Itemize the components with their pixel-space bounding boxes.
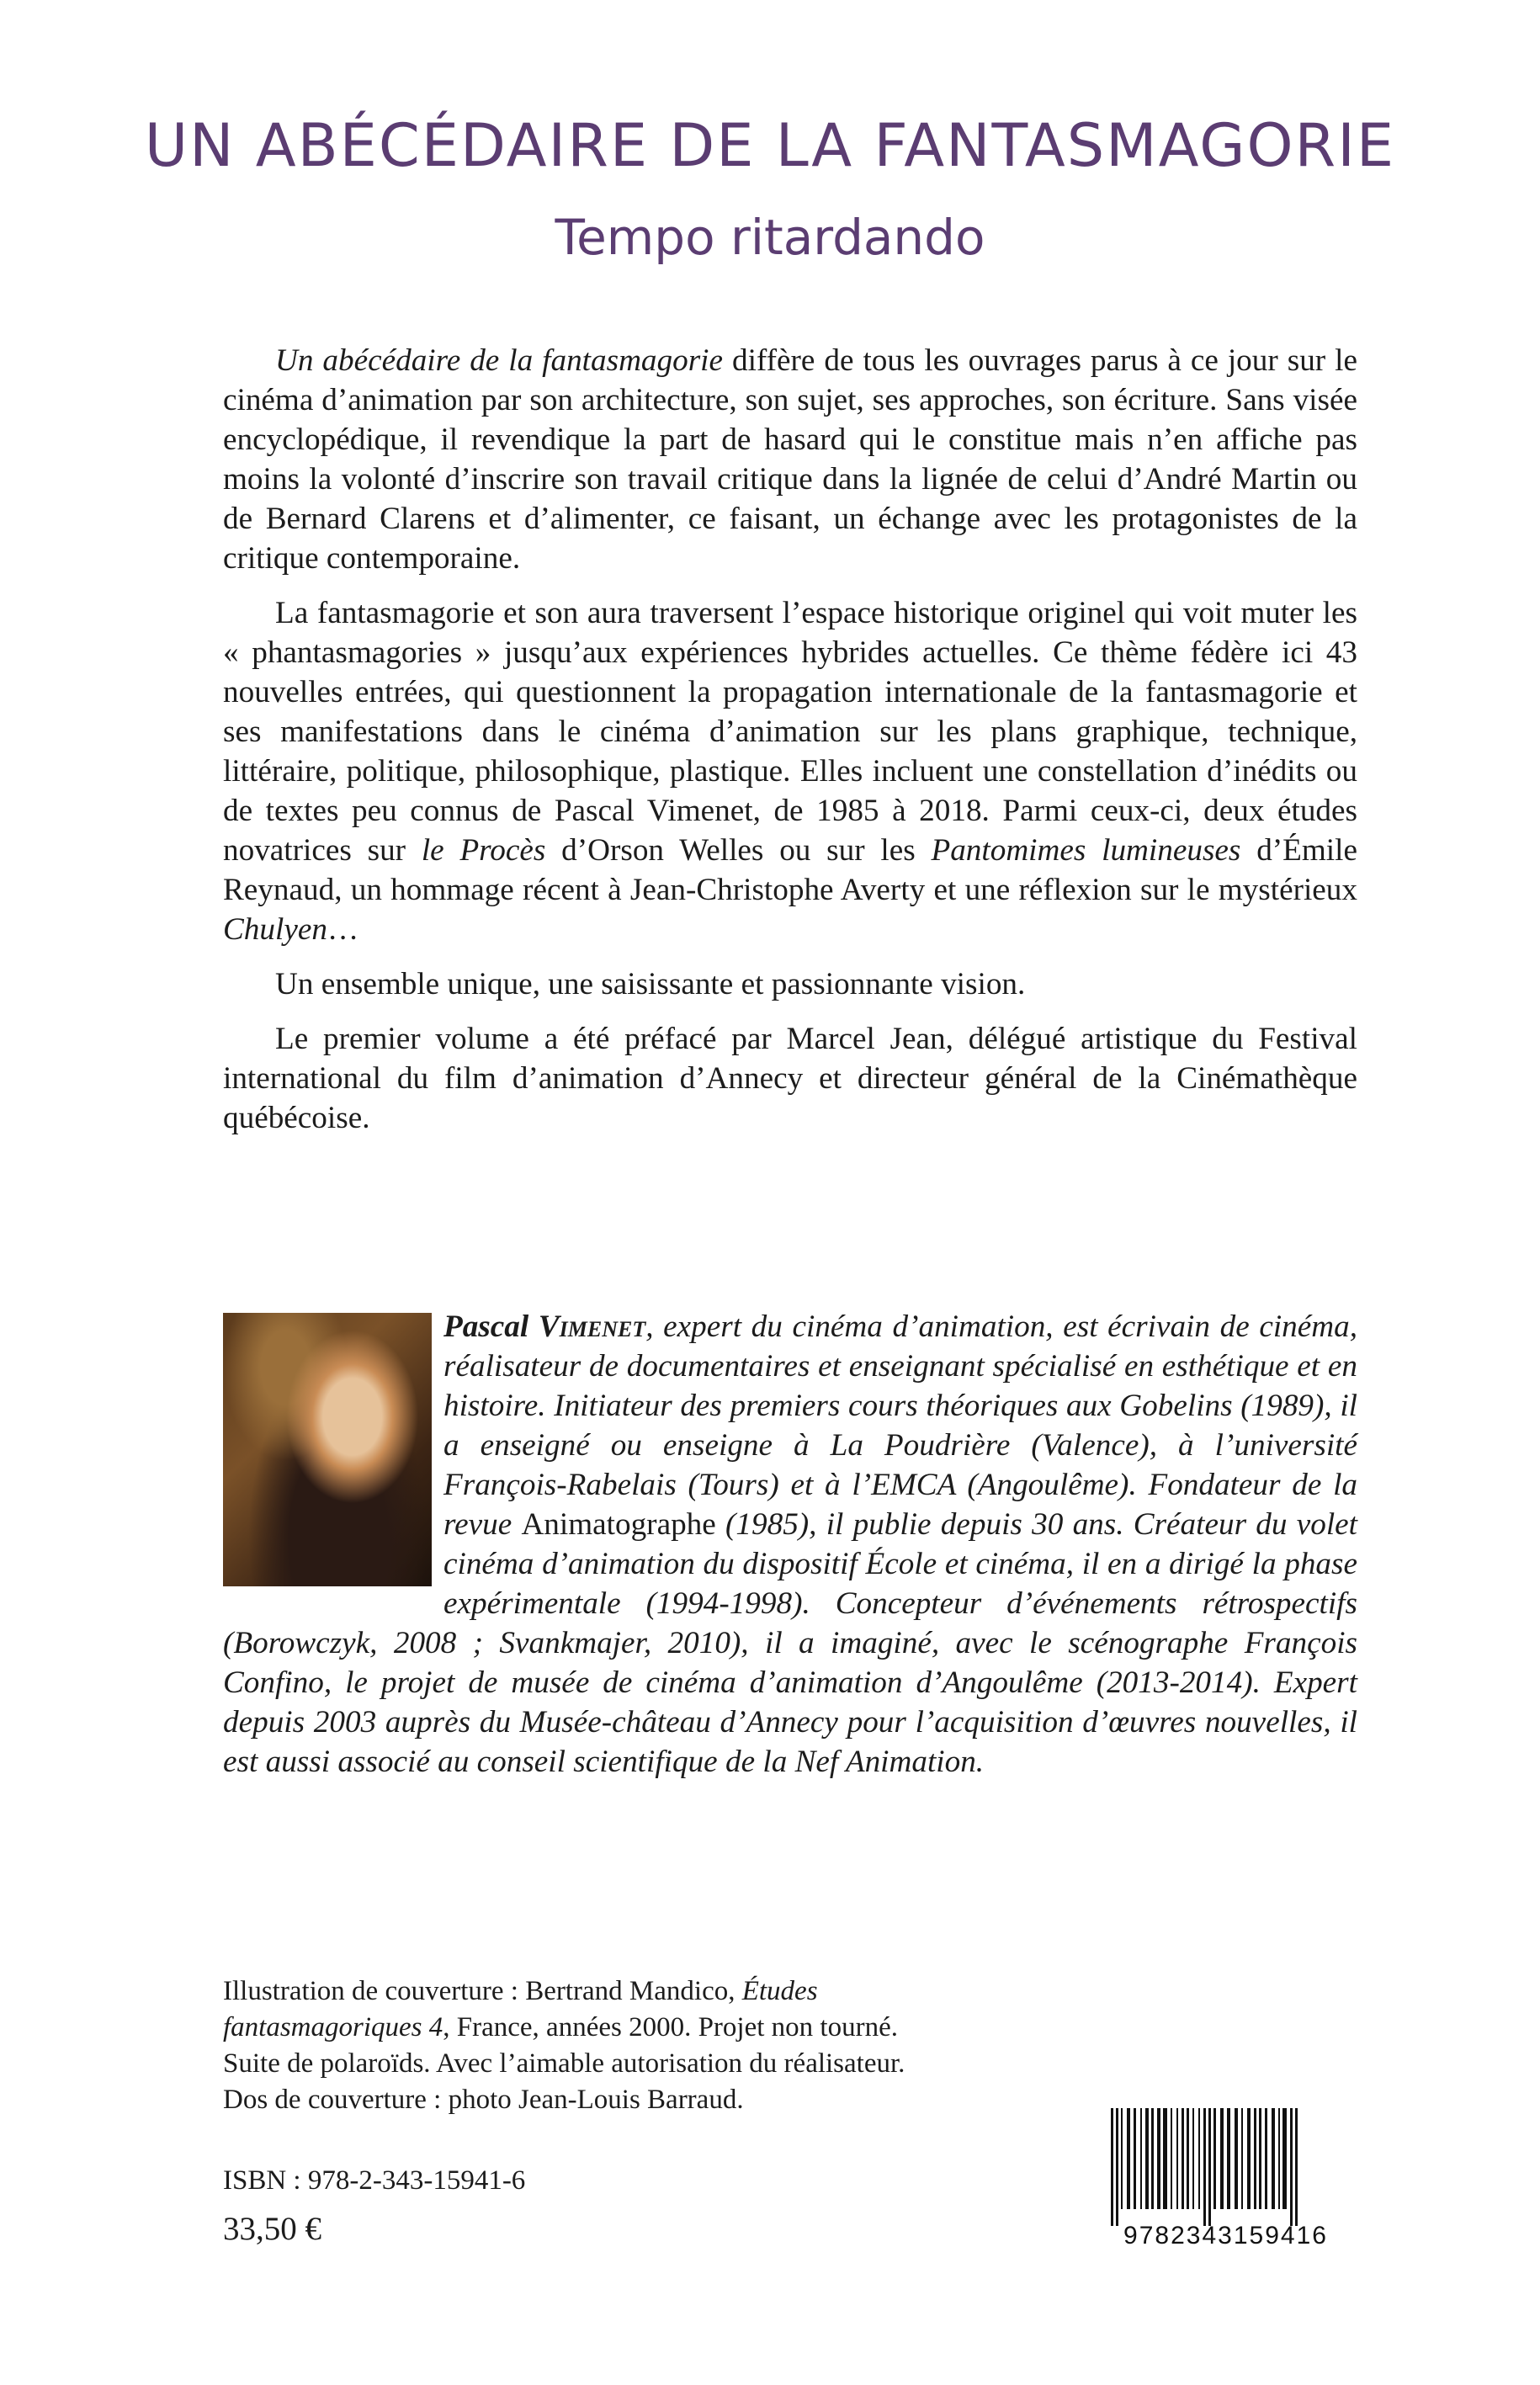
barcode-bar	[1134, 2108, 1136, 2209]
barcode-bar	[1241, 2108, 1243, 2209]
barcode-bar	[1290, 2108, 1293, 2226]
blurb-work-title: Chulyen	[223, 912, 327, 947]
barcode-bar	[1157, 2108, 1160, 2209]
credits-work-title: fantasmagoriques 4	[223, 2012, 443, 2042]
barcode-bar	[1272, 2108, 1275, 2209]
credits-work-title: Études	[741, 1976, 818, 2006]
blurb-text: …	[327, 912, 359, 947]
book-title: UN ABÉCÉDAIRE DE LA FANTASMAGORIE	[144, 111, 1396, 180]
credits-text: Illustration de couverture : Bertrand Mandico,	[223, 1976, 742, 2006]
blurb-text: La fantasmagorie et son aura traversent l’espace historique originel qui voit muter les « phantasmagories » jusqu’aux expériences hybrides actuelles. Ce thème fédère ici 43 nouvelles entrées, qui questionnent la propagation internationale de la fantasmagorie et ses manifestations dans le cinéma d’animation sur les plans graphique, technique, littéraire, politique, philosophique, plastique. Elles incluent une constellation d’inédits ou de textes peu connus de Pascal Vimenet, de 1985 à 2018. Parmi ceux-ci, deux études novatrices sur	[223, 596, 1357, 868]
bio-journal-title: Animatographe	[521, 1507, 716, 1542]
barcode-bar	[1259, 2108, 1261, 2209]
blurb-book-title: Un abécédaire de la fantasmagorie	[275, 343, 724, 378]
credits-text: , France, années 2000. Projet non tourné.	[443, 2012, 898, 2042]
credits-line: Dos de couverture : photo Jean-Louis Barraud.	[223, 2085, 744, 2115]
barcode-bar	[1176, 2108, 1178, 2209]
barcode-bar	[1208, 2108, 1211, 2226]
credits-line	[223, 1973, 1014, 2010]
author-bio	[223, 1307, 1357, 1782]
barcode-bar	[1192, 2108, 1194, 2209]
barcode-bar	[1247, 2108, 1251, 2209]
author-last-name: Vimenet	[538, 1309, 646, 1344]
blurb-text: diffère de tous les ouvrages parus à ce jour sur le cinéma d’animation par son architecture, son sujet, ses approches, son écriture. Sans visée encyclopédique, il revendique la part de hasard qui le constitue mais n’en affiche pas moins la volonté d’inscrire son travail critique dans la lignée de celui d’André Martin ou de Bernard Clarens et d’alimenter, ce faisant, un échange avec les protagonistes de la critique contemporaine.	[223, 343, 1357, 576]
barcode-bar	[1182, 2108, 1184, 2209]
book-subtitle: Tempo ritardando	[555, 209, 985, 266]
bio-text: (1985), il publie depuis 30 ans. Créateur du volet cinéma d’animation du dispositif École et cinéma, il en a dirigé la phase expérimentale (1994-1998). Concepteur d’événements rétrospectifs (Borowczyk, 2008 ; Svankmajer, 2010), il a imaginé, avec le scénographe François Confino, le projet de musée de cinéma d’animation d’Angoulême (2013-2014). Expert depuis 2003 auprès du Musée-château d’Annecy pour l’acquisition d’œuvres nouvelles, il est aussi associé au conseil scientifique de la Nef Animation.	[223, 1507, 1357, 1779]
blurb-paragraph-2	[223, 593, 1357, 949]
barcode-bar	[1198, 2108, 1200, 2209]
barcode-number: 9782343159416	[1123, 2222, 1328, 2250]
barcode-bar	[1282, 2108, 1287, 2209]
blurb-paragraph-1	[223, 341, 1357, 578]
barcode-bar	[1203, 2108, 1206, 2226]
blurb-paragraph-3: Un ensemble unique, une saisissante et passionnante vision.	[275, 967, 1026, 1001]
photo-spacer	[223, 1307, 443, 1585]
credits-line	[223, 2010, 1014, 2046]
barcode-bar	[1265, 2108, 1267, 2209]
author-first-name: Pascal	[443, 1309, 539, 1344]
blurb	[223, 341, 1357, 1153]
blurb-text: d’Orson Welles ou sur les	[545, 833, 932, 868]
barcode-bar	[1111, 2108, 1113, 2226]
barcode-bar	[1127, 2108, 1130, 2209]
credits	[223, 1973, 1014, 2118]
barcode-bar	[1171, 2108, 1172, 2209]
barcode-bar	[1278, 2108, 1280, 2209]
barcode-bar	[1163, 2108, 1167, 2209]
barcode-bar	[1254, 2108, 1256, 2209]
barcode-bars	[1094, 2108, 1357, 2226]
barcode-bar	[1295, 2108, 1298, 2226]
blurb-paragraph-4: Le premier volume a été préfacé par Marcel Jean, délégué artistique du Festival international du film d’animation d’Annecy et directeur général de la Cinémathèque québécoise.	[223, 1022, 1357, 1135]
price: 33,50 €	[223, 2211, 321, 2247]
credits-line: Suite de polaroïds. Avec l’aimable autorisation du réalisateur.	[223, 2048, 905, 2079]
barcode-bar	[1235, 2108, 1238, 2209]
barcode-bar	[1220, 2108, 1224, 2209]
barcode-bar	[1187, 2108, 1189, 2209]
barcode-bar	[1145, 2108, 1149, 2209]
blurb-work-title: le Procès	[421, 833, 546, 868]
blurb-work-title: Pantomimes lumineuses	[931, 833, 1241, 868]
barcode-bar	[1140, 2108, 1142, 2209]
bio-text: , expert du cinéma d’animation, est écrivain de cinéma, réalisateur de documentaires et enseignant spécialisé en esthétique et en histoire. Initiateur des premiers cours théoriques aux Gobelins (1989), il a enseigné ou enseigne à La Poudrière (Valence), à l’université François-Rabelais (Tours) et à l’EMCA (Angoulême). Fondateur de la revue	[443, 1309, 1358, 1542]
barcode-bar	[1151, 2108, 1154, 2209]
isbn: ISBN : 978-2-343-15941-6	[223, 2165, 526, 2196]
barcode-bar	[1213, 2108, 1216, 2209]
barcode-bar	[1227, 2108, 1230, 2209]
barcode-bar	[1116, 2108, 1118, 2226]
blurb-text: d’Émile Reynaud, un hommage récent à Jean-Christophe Averty et une réflexion sur le mystérieux	[223, 833, 1357, 907]
barcode-bar	[1121, 2108, 1123, 2209]
